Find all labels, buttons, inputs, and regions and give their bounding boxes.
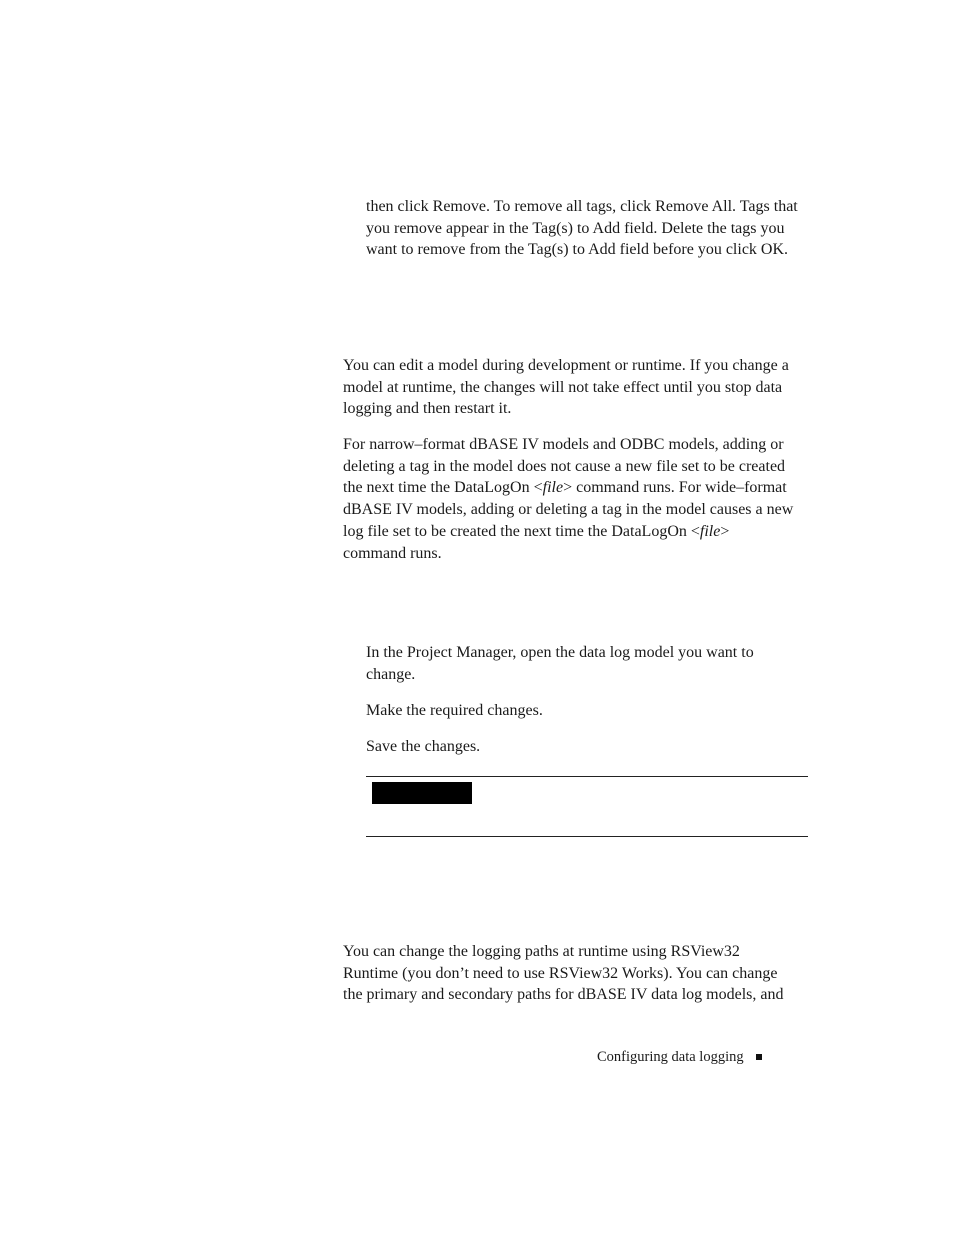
text-line: Save the changes. [366, 738, 481, 755]
step-item [366, 642, 754, 685]
text-line: Make the required changes. [366, 702, 543, 719]
text-line: want to remove from the Tag(s) to Add field before you click OK. [366, 241, 789, 259]
text-line [343, 521, 793, 543]
step-item [366, 700, 543, 722]
format-paragraph [343, 434, 793, 564]
intro-paragraph [366, 196, 798, 261]
text-line: Runtime (you don’t need to use RSView32 Works). You can change [343, 964, 778, 982]
text-fragment: the next time the DataLogOn < [343, 479, 543, 497]
text-line: then click Remove. To remove all tags, click Remove All. Tags that [366, 198, 798, 215]
text-line: deleting a tag in the model does not cause a new file set to be created [343, 457, 786, 475]
text-line: logging and then restart it. [343, 400, 512, 418]
text-line: command runs. [343, 544, 442, 562]
note-top-rule [366, 776, 808, 777]
logging-paths-paragraph [343, 941, 784, 1006]
text-line: dBASE IV models, adding or deleting a tag in the model causes a new [343, 501, 794, 519]
square-bullet-icon [756, 1054, 762, 1060]
note-label-block [372, 782, 472, 804]
text-line: you remove appear in the Tag(s) to Add field. Delete the tags you [366, 219, 785, 237]
step-item [366, 736, 480, 758]
footer-section-title: Configuring data logging [597, 1049, 744, 1065]
text-fragment: log file set to be created the next time the DataLogOn < [343, 522, 700, 540]
text-line: For narrow–format dBASE IV models and ODBC models, adding or [343, 436, 784, 453]
text-fragment: > [720, 522, 730, 540]
edit-model-paragraph [343, 355, 789, 420]
file-placeholder: file [699, 522, 721, 540]
text-line: You can edit a model during development or runtime. If you change a [343, 357, 789, 374]
text-line: model at runtime, the changes will not take effect until you stop data [343, 378, 783, 396]
text-line: change. [366, 665, 416, 683]
text-line: In the Project Manager, open the data log model you want to [366, 644, 754, 661]
text-fragment: > command runs. For wide–format [563, 479, 787, 497]
text-line: You can change the logging paths at runtime using RSView32 [343, 943, 740, 960]
text-line [343, 477, 793, 499]
file-placeholder: file [542, 479, 564, 497]
text-line: the primary and secondary paths for dBASE IV data log models, and [343, 986, 784, 1004]
note-bottom-rule [366, 836, 808, 837]
